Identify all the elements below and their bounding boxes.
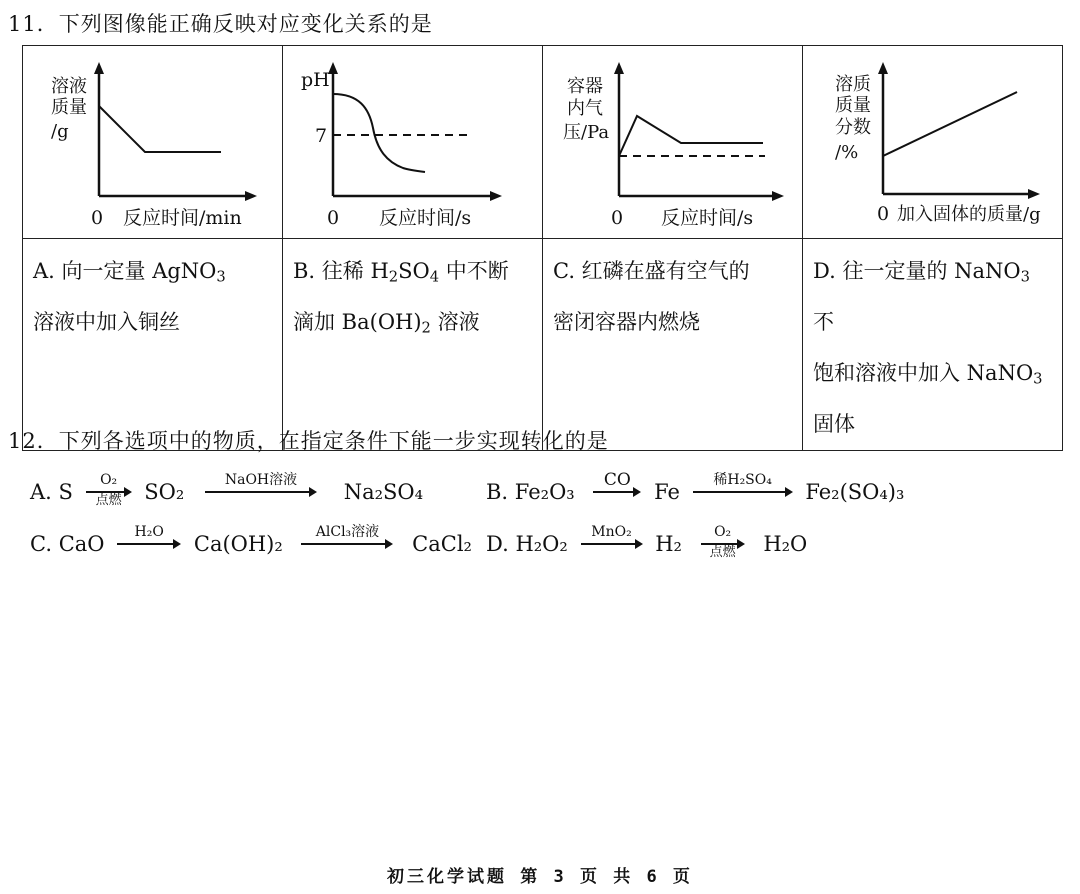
reaction-a-arrow-1 bbox=[86, 472, 132, 512]
option-c-cell bbox=[543, 239, 803, 451]
graph-c-ylabel-1: 容器 bbox=[567, 76, 603, 97]
reaction-c bbox=[30, 524, 472, 564]
reaction-a-reactant: S bbox=[58, 480, 73, 504]
graph-d-origin: 0 bbox=[877, 203, 890, 225]
graph-c-ylabel-2: 内气 bbox=[567, 98, 603, 119]
condition-label: 稀H₂SO₄ bbox=[713, 472, 772, 488]
graph-d-ylabel-1: 溶质 bbox=[835, 74, 871, 95]
condition-label: MnO₂ bbox=[591, 524, 632, 540]
reaction-c-label: C. bbox=[30, 532, 52, 556]
reaction-c-reactant: CaO bbox=[58, 532, 105, 556]
graph-a-ylabel-1: 溶液 bbox=[51, 76, 87, 97]
graph-a-ylabel-3: /g bbox=[51, 121, 69, 142]
graph-a bbox=[23, 46, 276, 238]
option-a-cell bbox=[23, 239, 283, 451]
graph-c-ylabel-3: 压/Pa bbox=[563, 122, 610, 143]
reaction-b-intermediate: Fe bbox=[654, 480, 680, 504]
question-11-table bbox=[22, 45, 1063, 451]
graph-d-ylabel-2: 质量 bbox=[835, 95, 871, 116]
option-d-cell bbox=[803, 239, 1063, 451]
reaction-a-intermediate: SO₂ bbox=[144, 480, 185, 504]
question-12-title: 12．下列各选项中的物质，在指定条件下能一步实现转化的是 bbox=[8, 429, 609, 453]
graph-c-cell bbox=[543, 46, 803, 239]
condition-label: 点燃 bbox=[709, 545, 736, 560]
graph-d-cell bbox=[803, 46, 1063, 239]
condition-label: O₂ bbox=[100, 472, 118, 488]
reaction-d-product: H₂O bbox=[763, 532, 808, 556]
reaction-b-label: B. bbox=[486, 480, 509, 504]
graph-d-ylabel-4: /% bbox=[835, 142, 859, 163]
reaction-a bbox=[30, 472, 423, 512]
reaction-b-arrow-1 bbox=[593, 472, 641, 512]
condition-label: 点燃 bbox=[95, 493, 122, 508]
reaction-d-intermediate: H₂ bbox=[655, 532, 682, 556]
condition-label: H₂O bbox=[134, 524, 164, 540]
graph-b bbox=[283, 46, 536, 238]
reaction-a-product: Na₂SO₄ bbox=[343, 480, 424, 504]
reaction-a-label: A. bbox=[30, 480, 52, 504]
graph-b-curve bbox=[333, 94, 425, 172]
graph-d bbox=[803, 46, 1080, 238]
condition-label: NaOH溶液 bbox=[224, 472, 298, 488]
reaction-c-arrow-1 bbox=[117, 524, 181, 564]
reaction-d-arrow-1 bbox=[581, 524, 643, 564]
graph-d-ylabel-3: 分数 bbox=[835, 117, 871, 138]
graph-c bbox=[543, 46, 796, 238]
reaction-c-product: CaCl₂ bbox=[412, 532, 472, 556]
graph-c-curve bbox=[619, 116, 763, 156]
graph-a-origin: 0 bbox=[91, 207, 104, 229]
reaction-d-arrow-2 bbox=[701, 524, 745, 564]
reaction-d-reactant: H₂O₂ bbox=[515, 532, 568, 556]
reaction-a-arrow-2 bbox=[205, 472, 317, 512]
graph-b-ylabel: pH bbox=[301, 69, 330, 91]
graph-d-xlabel: 加入固体的质量/g bbox=[897, 204, 1041, 225]
graph-a-ylabel-2: 质量 bbox=[51, 97, 87, 118]
option-a-text: A. 向一定量 AgNO$_3$ 溶液中加入铜丝 bbox=[33, 259, 226, 334]
graph-a-cell bbox=[23, 46, 283, 239]
option-b-text: B. 往稀 $H_2SO_4$ 中不断 滴加 $Ba(OH)_2$ 溶液 bbox=[293, 259, 509, 337]
page-footer: 初三化学试题 第 3 页 共 6 页 bbox=[387, 867, 693, 887]
graph-d-curve bbox=[883, 92, 1017, 156]
condition-label: AlCl₃溶液 bbox=[315, 524, 380, 540]
reaction-d-label: D. bbox=[486, 532, 509, 556]
condition-label: CO bbox=[603, 470, 631, 490]
option-d-text: D. 往一定量的 NaNO$_3$ 不 饱和溶液中加入 NaNO$_3$ 固体 bbox=[813, 259, 1043, 436]
graph-c-xlabel: 反应时间/s bbox=[661, 207, 754, 229]
graph-a-curve bbox=[99, 106, 221, 152]
reaction-b-product: Fe₂(SO₄)₃ bbox=[805, 480, 905, 504]
option-c-text: C. 红磷在盛有空气的 密闭容器内燃烧 bbox=[553, 259, 750, 334]
graph-b-xlabel: 反应时间/s bbox=[379, 207, 472, 229]
reaction-b-reactant: Fe₂O₃ bbox=[514, 480, 575, 504]
graph-c-origin: 0 bbox=[611, 207, 624, 229]
graph-b-origin: 0 bbox=[327, 207, 340, 229]
reaction-c-intermediate: Ca(OH)₂ bbox=[193, 532, 283, 556]
graph-b-tick-7: 7 bbox=[315, 125, 328, 147]
reaction-b bbox=[486, 472, 904, 512]
reaction-b-arrow-2 bbox=[693, 472, 793, 512]
reaction-d bbox=[486, 524, 807, 564]
option-b-cell bbox=[283, 239, 543, 451]
question-11-title: 11．下列图像能正确反映对应变化关系的是 bbox=[8, 12, 433, 36]
graph-a-xlabel: 反应时间/min bbox=[123, 207, 242, 229]
reaction-c-arrow-2 bbox=[301, 524, 393, 564]
graph-b-cell bbox=[283, 46, 543, 239]
condition-label: O₂ bbox=[714, 524, 732, 540]
